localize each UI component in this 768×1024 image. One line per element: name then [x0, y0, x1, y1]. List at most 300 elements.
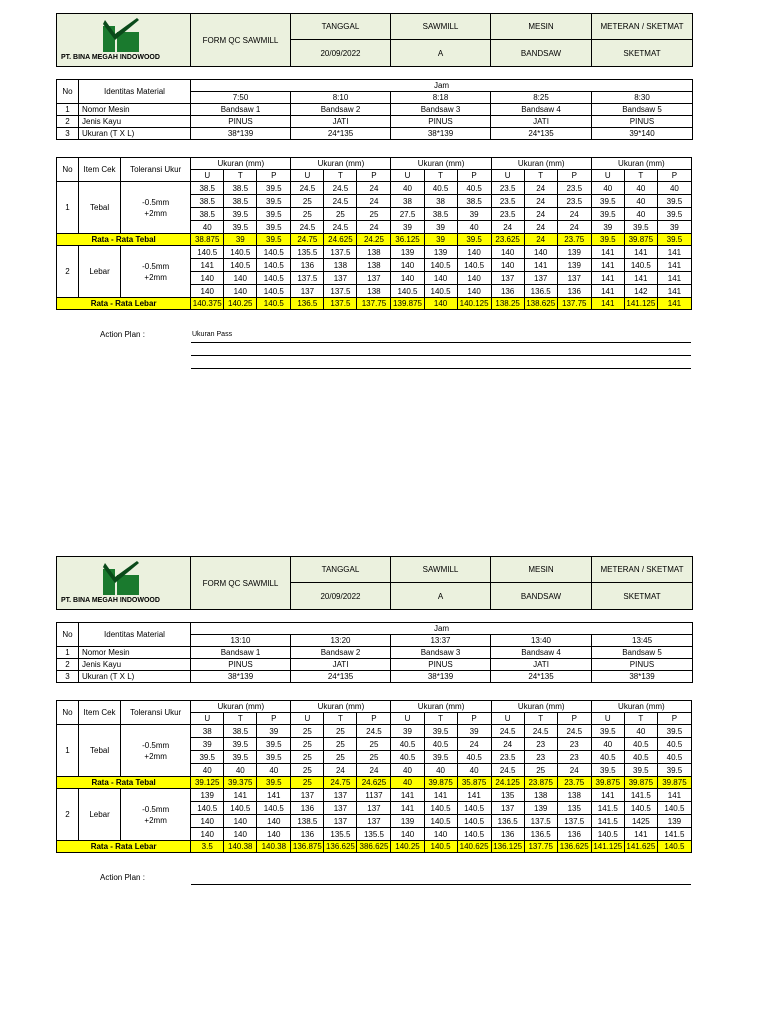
ukuran-header: Ukuran (mm): [491, 701, 591, 713]
company-logo: [101, 561, 141, 597]
tebal-value-cell: 40: [624, 195, 657, 208]
toleransi-header: Toleransi Ukur: [121, 701, 191, 725]
nomor-mesin-cell: Bandsaw 1: [191, 647, 291, 659]
lebar-value-cell: 140.5: [424, 802, 457, 815]
tol-plus: +2mm: [144, 751, 167, 761]
tebal-value-cell: 38.5: [424, 208, 457, 221]
jenis-kayu-cell: PINUS: [592, 116, 693, 128]
lebar-value-cell: 136: [491, 285, 524, 298]
rata-lebar-cell: 137.5: [324, 298, 357, 310]
lebar-value-cell: 139: [557, 259, 591, 272]
tebal-value-cell: 24: [524, 221, 557, 234]
lebar-value-cell: 140.5: [424, 259, 457, 272]
item-cek-lebar: Lebar: [79, 789, 121, 841]
jenis-kayu-cell: JATI: [291, 659, 391, 671]
ukuran-header: Ukuran (mm): [491, 158, 591, 170]
tebal-value-cell: 23: [557, 738, 591, 751]
jenis-kayu-cell: JATI: [491, 659, 592, 671]
ukuran-cell: 24*135: [291, 671, 391, 683]
lebar-value-cell: 136: [291, 828, 324, 841]
lebar-value-cell: 137.5: [324, 246, 357, 259]
nomor-mesin-cell: Bandsaw 4: [491, 104, 592, 116]
lebar-value-cell: 139: [424, 246, 457, 259]
tebal-value-cell: 40: [257, 764, 291, 777]
lebar-value-cell: 140: [457, 272, 491, 285]
p-header: P: [557, 713, 591, 725]
tebal-value-cell: 24.5: [524, 725, 557, 738]
tebal-value-cell: 23.5: [491, 182, 524, 195]
material-identity-table: [56, 622, 693, 683]
row-label: Nomor Mesin: [79, 647, 191, 659]
lebar-value-cell: 137: [357, 802, 391, 815]
u-header: U: [391, 170, 424, 182]
tebal-value-cell: 40: [191, 764, 224, 777]
company-logo-cell: [57, 557, 191, 610]
rata-lebar-cell: 140.25: [391, 841, 424, 853]
lebar-value-cell: 135.5: [291, 246, 324, 259]
tebal-value-cell: 38: [191, 725, 224, 738]
tebal-value-cell: 40: [624, 182, 657, 195]
measurement-table: [56, 700, 692, 853]
jenis-kayu-cell: JATI: [291, 116, 391, 128]
lebar-value-cell: 137: [291, 285, 324, 298]
tebal-value-cell: 39: [391, 725, 424, 738]
jam-cell: 8:10: [291, 92, 391, 104]
t-header: T: [424, 713, 457, 725]
item-cek-header: Item Cek: [79, 701, 121, 725]
sawmill-label: SAWMILL: [391, 14, 491, 40]
lebar-value-cell: 137: [324, 802, 357, 815]
tebal-value-cell: 39.5: [591, 208, 624, 221]
lebar-value-cell: 140: [524, 246, 557, 259]
rata-tebal-cell: 35.875: [457, 777, 491, 789]
tebal-value-cell: 39.5: [224, 751, 257, 764]
lebar-value-cell: 140: [191, 815, 224, 828]
lebar-value-cell: 141: [457, 789, 491, 802]
tebal-value-cell: 40: [591, 182, 624, 195]
tebal-value-cell: 25: [291, 764, 324, 777]
rata-lebar-cell: 137.75: [357, 298, 391, 310]
ukuran-cell: 38*139: [191, 128, 291, 140]
tol-minus: -0.5mm: [142, 740, 170, 750]
rata-tebal-cell: 24.25: [357, 234, 391, 246]
rata-lebar-cell: 386.625: [357, 841, 391, 853]
action-plan-text: Ukuran Pass: [192, 331, 233, 338]
tebal-value-cell: 25: [291, 208, 324, 221]
tebal-value-cell: 25: [524, 764, 557, 777]
rata-tebal-cell: 24.625: [357, 777, 391, 789]
item-cek-lebar: Lebar: [79, 246, 121, 298]
ukuran-header: Ukuran (mm): [391, 158, 491, 170]
tebal-value-cell: 40.5: [624, 738, 657, 751]
tebal-value-cell: 38: [424, 195, 457, 208]
tol-plus: +2mm: [144, 815, 167, 825]
tebal-value-cell: 40.5: [457, 751, 491, 764]
rata-tebal-cell: 23.75: [557, 234, 591, 246]
jam-cell: 13:37: [391, 635, 491, 647]
lebar-value-cell: 137: [324, 815, 357, 828]
t-header: T: [624, 170, 657, 182]
section-no: 1: [57, 725, 79, 777]
rata-tebal-cell: 23.75: [557, 777, 591, 789]
nomor-mesin-cell: Bandsaw 1: [191, 104, 291, 116]
lebar-value-cell: 141: [657, 259, 691, 272]
tebal-value-cell: 39.5: [191, 751, 224, 764]
tebal-value-cell: 38.5: [191, 208, 224, 221]
lebar-value-cell: 136.5: [524, 285, 557, 298]
tebal-value-cell: 25: [291, 725, 324, 738]
u-header: U: [491, 170, 524, 182]
tebal-value-cell: 39: [257, 725, 291, 738]
ukuran-cell: 38*139: [592, 671, 693, 683]
lebar-value-cell: 136: [557, 285, 591, 298]
tebal-value-cell: 38.5: [191, 182, 224, 195]
lebar-value-cell: 1137: [357, 789, 391, 802]
lebar-value-cell: 140: [257, 828, 291, 841]
rata-lebar-cell: 141.125: [591, 841, 624, 853]
t-header: T: [524, 170, 557, 182]
ukuran-header: Ukuran (mm): [191, 158, 291, 170]
lebar-value-cell: 140.5: [624, 802, 657, 815]
meteran-label: METERAN / SKETMAT: [592, 14, 693, 40]
lebar-value-cell: 140: [224, 828, 257, 841]
lebar-value-cell: 140: [191, 828, 224, 841]
rata-lebar-label: Rata - Rata Lebar: [57, 298, 191, 310]
company-name: PT. BINA MEGAH INDOWOOD: [61, 54, 160, 61]
lebar-value-cell: 141: [224, 789, 257, 802]
row-label: Jenis Kayu: [79, 659, 191, 671]
nomor-mesin-cell: Bandsaw 4: [491, 647, 592, 659]
action-line: [191, 368, 691, 369]
lebar-value-cell: 140.5: [257, 246, 291, 259]
tebal-value-cell: 39.5: [224, 221, 257, 234]
tebal-value-cell: 24.5: [324, 182, 357, 195]
jenis-kayu-cell: PINUS: [592, 659, 693, 671]
mesin-label: MESIN: [491, 557, 592, 583]
rata-tebal-cell: 39.5: [257, 234, 291, 246]
lebar-value-cell: 138.5: [291, 815, 324, 828]
tebal-value-cell: 40: [224, 764, 257, 777]
u-header: U: [191, 170, 224, 182]
lebar-value-cell: 141: [657, 789, 691, 802]
nomor-mesin-cell: Bandsaw 5: [592, 104, 693, 116]
tebal-value-cell: 27.5: [391, 208, 424, 221]
lebar-value-cell: 135: [557, 802, 591, 815]
rata-lebar-cell: 141.125: [624, 298, 657, 310]
u-header: U: [491, 713, 524, 725]
rata-lebar-cell: 141.625: [624, 841, 657, 853]
lebar-value-cell: 139: [391, 246, 424, 259]
jam-cell: 13:20: [291, 635, 391, 647]
p-header: P: [657, 170, 691, 182]
tebal-value-cell: 23.5: [491, 195, 524, 208]
lebar-value-cell: 141.5: [591, 802, 624, 815]
lebar-value-cell: 141: [591, 259, 624, 272]
tebal-value-cell: 39: [457, 725, 491, 738]
lebar-value-cell: 141: [657, 285, 691, 298]
tebal-value-cell: 39: [391, 221, 424, 234]
material-identity-table: [56, 79, 693, 140]
lebar-value-cell: 139: [524, 802, 557, 815]
rata-lebar-cell: 140.25: [224, 298, 257, 310]
item-cek-tebal: Tebal: [79, 725, 121, 777]
lebar-value-cell: 140.5: [457, 815, 491, 828]
lebar-value-cell: 141: [624, 828, 657, 841]
toleransi-cell: [121, 725, 191, 777]
tanggal-label: TANGGAL: [291, 14, 391, 40]
company-logo: [101, 18, 141, 54]
lebar-value-cell: 140: [191, 272, 224, 285]
rata-lebar-cell: 138.625: [524, 298, 557, 310]
tebal-value-cell: 40: [591, 738, 624, 751]
nomor-mesin-cell: Bandsaw 3: [391, 647, 491, 659]
lebar-value-cell: 137: [324, 272, 357, 285]
lebar-value-cell: 141: [424, 789, 457, 802]
rata-lebar-cell: 136.5: [291, 298, 324, 310]
tebal-value-cell: 24: [557, 208, 591, 221]
tebal-value-cell: 24: [491, 738, 524, 751]
rata-tebal-label: Rata - Rata Tebal: [57, 234, 191, 246]
lebar-value-cell: 140: [391, 259, 424, 272]
form-header: [56, 556, 693, 610]
tanggal-value: 20/09/2022: [291, 40, 391, 67]
lebar-value-cell: 140: [391, 272, 424, 285]
tebal-value-cell: 24.5: [291, 221, 324, 234]
lebar-value-cell: 140: [424, 828, 457, 841]
p-header: P: [357, 170, 391, 182]
tebal-value-cell: 24: [524, 182, 557, 195]
tebal-value-cell: 23.5: [557, 182, 591, 195]
u-header: U: [291, 713, 324, 725]
tebal-value-cell: 39.5: [424, 751, 457, 764]
rata-lebar-cell: 141: [591, 298, 624, 310]
t-header: T: [424, 170, 457, 182]
lebar-value-cell: 137: [557, 272, 591, 285]
meteran-label: METERAN / SKETMAT: [592, 557, 693, 583]
ukuran-cell: 24*135: [491, 671, 592, 683]
lebar-value-cell: 140.5: [457, 802, 491, 815]
lebar-value-cell: 140: [224, 272, 257, 285]
row-no: 2: [57, 659, 79, 671]
action-line: [191, 355, 691, 356]
rata-lebar-cell: 140: [424, 298, 457, 310]
t-header: T: [224, 713, 257, 725]
tebal-value-cell: 38: [391, 195, 424, 208]
lebar-value-cell: 141: [624, 246, 657, 259]
lebar-value-cell: 137: [357, 815, 391, 828]
identitas-header: Identitas Material: [79, 623, 191, 647]
tanggal-value: 20/09/2022: [291, 583, 391, 610]
lebar-value-cell: 135.5: [357, 828, 391, 841]
tebal-value-cell: 24: [557, 764, 591, 777]
lebar-value-cell: 137.5: [291, 272, 324, 285]
rata-lebar-cell: 136.625: [557, 841, 591, 853]
toleransi-cell: [121, 182, 191, 234]
lebar-value-cell: 140: [491, 259, 524, 272]
sawmill-value: A: [391, 583, 491, 610]
jenis-kayu-cell: JATI: [491, 116, 592, 128]
lebar-value-cell: 141: [657, 272, 691, 285]
tebal-value-cell: 39.5: [424, 725, 457, 738]
t-header: T: [324, 713, 357, 725]
tebal-value-cell: 40: [457, 221, 491, 234]
lebar-value-cell: 140.5: [457, 828, 491, 841]
tebal-value-cell: 24.5: [357, 725, 391, 738]
jam-cell: 13:45: [592, 635, 693, 647]
tebal-value-cell: 40: [424, 764, 457, 777]
rata-tebal-label: Rata - Rata Tebal: [57, 777, 191, 789]
rata-tebal-cell: 39.5: [457, 234, 491, 246]
action-line: [191, 884, 691, 885]
lebar-value-cell: 142: [624, 285, 657, 298]
ukuran-cell: 39*140: [592, 128, 693, 140]
tebal-value-cell: 39.5: [257, 195, 291, 208]
tebal-value-cell: 24: [357, 221, 391, 234]
lebar-value-cell: 139: [391, 815, 424, 828]
lebar-value-cell: 138: [357, 246, 391, 259]
lebar-value-cell: 138: [357, 259, 391, 272]
tanggal-label: TANGGAL: [291, 557, 391, 583]
rata-lebar-cell: 141: [657, 298, 691, 310]
lebar-value-cell: 140.5: [257, 272, 291, 285]
lebar-value-cell: 137: [491, 802, 524, 815]
tebal-value-cell: 24: [357, 182, 391, 195]
meteran-value: SKETMAT: [592, 40, 693, 67]
t-header: T: [524, 713, 557, 725]
tebal-value-cell: 38.5: [224, 195, 257, 208]
lebar-value-cell: 140.5: [191, 246, 224, 259]
jam-cell: 8:25: [491, 92, 592, 104]
rata-lebar-cell: 140.38: [257, 841, 291, 853]
lebar-value-cell: 138: [557, 789, 591, 802]
rata-tebal-cell: 39.125: [191, 777, 224, 789]
identitas-header: Identitas Material: [79, 80, 191, 104]
tebal-value-cell: 40: [457, 764, 491, 777]
mesin-value: BANDSAW: [491, 583, 592, 610]
lebar-value-cell: 140.5: [224, 259, 257, 272]
rata-tebal-cell: 36.125: [391, 234, 424, 246]
rata-tebal-cell: 24.625: [324, 234, 357, 246]
item-cek-header: Item Cek: [79, 158, 121, 182]
action-plan-label: Action Plan :: [100, 873, 145, 882]
lebar-value-cell: 138: [324, 259, 357, 272]
form-header: [56, 13, 693, 67]
tebal-value-cell: 39.5: [657, 725, 691, 738]
tol-plus: +2mm: [144, 208, 167, 218]
rata-lebar-cell: 140.375: [191, 298, 224, 310]
jenis-kayu-cell: PINUS: [191, 116, 291, 128]
lebar-value-cell: 141: [624, 272, 657, 285]
rata-tebal-cell: 40: [391, 777, 424, 789]
ukuran-header: Ukuran (mm): [291, 701, 391, 713]
tebal-value-cell: 25: [357, 751, 391, 764]
rata-lebar-cell: 140.38: [224, 841, 257, 853]
tebal-value-cell: 40.5: [657, 738, 691, 751]
tebal-value-cell: 39.5: [591, 725, 624, 738]
lebar-value-cell: 140.5: [591, 828, 624, 841]
lebar-value-cell: 140: [491, 246, 524, 259]
no-header: No: [57, 701, 79, 725]
tebal-value-cell: 40.5: [391, 738, 424, 751]
tebal-value-cell: 39.5: [257, 751, 291, 764]
form-title: FORM QC SAWMILL: [191, 14, 291, 67]
lebar-value-cell: 140: [224, 285, 257, 298]
rata-lebar-label: Rata - Rata Lebar: [57, 841, 191, 853]
tebal-value-cell: 39.5: [224, 738, 257, 751]
mesin-label: MESIN: [491, 14, 592, 40]
rata-tebal-cell: 39.875: [657, 777, 691, 789]
lebar-value-cell: 140.5: [191, 802, 224, 815]
tebal-value-cell: 39.5: [257, 738, 291, 751]
lebar-value-cell: 140.5: [257, 259, 291, 272]
rata-lebar-cell: 138.25: [491, 298, 524, 310]
lebar-value-cell: 141.5: [657, 828, 691, 841]
tebal-value-cell: 39.5: [224, 208, 257, 221]
tebal-value-cell: 40.5: [624, 751, 657, 764]
tebal-value-cell: 23.5: [557, 195, 591, 208]
tebal-value-cell: 24: [524, 195, 557, 208]
meteran-value: SKETMAT: [592, 583, 693, 610]
u-header: U: [391, 713, 424, 725]
lebar-value-cell: 138: [357, 285, 391, 298]
row-no: 3: [57, 128, 79, 140]
tebal-value-cell: 24: [357, 764, 391, 777]
rata-lebar-cell: 136.125: [491, 841, 524, 853]
jam-header: Jam: [191, 80, 693, 92]
tebal-value-cell: 39.5: [257, 208, 291, 221]
lebar-value-cell: 136.5: [491, 815, 524, 828]
tebal-value-cell: 25: [291, 195, 324, 208]
lebar-value-cell: 136: [291, 259, 324, 272]
u-header: U: [291, 170, 324, 182]
tebal-value-cell: 24: [457, 738, 491, 751]
lebar-value-cell: 141: [391, 789, 424, 802]
lebar-value-cell: 137: [324, 789, 357, 802]
form-title: FORM QC SAWMILL: [191, 557, 291, 610]
rata-tebal-cell: 39.375: [224, 777, 257, 789]
lebar-value-cell: 141: [257, 789, 291, 802]
lebar-value-cell: 140.5: [424, 285, 457, 298]
tebal-value-cell: 39.5: [257, 221, 291, 234]
tol-minus: -0.5mm: [142, 804, 170, 814]
no-header: No: [57, 80, 79, 104]
lebar-value-cell: 140.5: [424, 815, 457, 828]
lebar-value-cell: 140.5: [391, 285, 424, 298]
item-cek-tebal: Tebal: [79, 182, 121, 234]
rata-tebal-cell: 39.875: [591, 777, 624, 789]
rata-tebal-cell: 24.75: [324, 777, 357, 789]
tebal-value-cell: 23: [524, 738, 557, 751]
lebar-value-cell: 139: [657, 815, 691, 828]
p-header: P: [557, 170, 591, 182]
lebar-value-cell: 136: [291, 802, 324, 815]
company-name: PT. BINA MEGAH INDOWOOD: [61, 597, 160, 604]
rata-tebal-cell: 39: [424, 234, 457, 246]
row-no: 3: [57, 671, 79, 683]
tebal-value-cell: 39.5: [657, 764, 691, 777]
lebar-value-cell: 140.5: [224, 802, 257, 815]
tebal-value-cell: 39.5: [591, 195, 624, 208]
nomor-mesin-cell: Bandsaw 3: [391, 104, 491, 116]
lebar-value-cell: 140.5: [224, 246, 257, 259]
p-header: P: [457, 713, 491, 725]
rata-lebar-cell: 140.5: [424, 841, 457, 853]
t-header: T: [624, 713, 657, 725]
tebal-value-cell: 39.5: [657, 208, 691, 221]
rata-lebar-cell: 136.875: [291, 841, 324, 853]
rata-lebar-cell: 139.875: [391, 298, 424, 310]
tebal-value-cell: 39: [457, 208, 491, 221]
